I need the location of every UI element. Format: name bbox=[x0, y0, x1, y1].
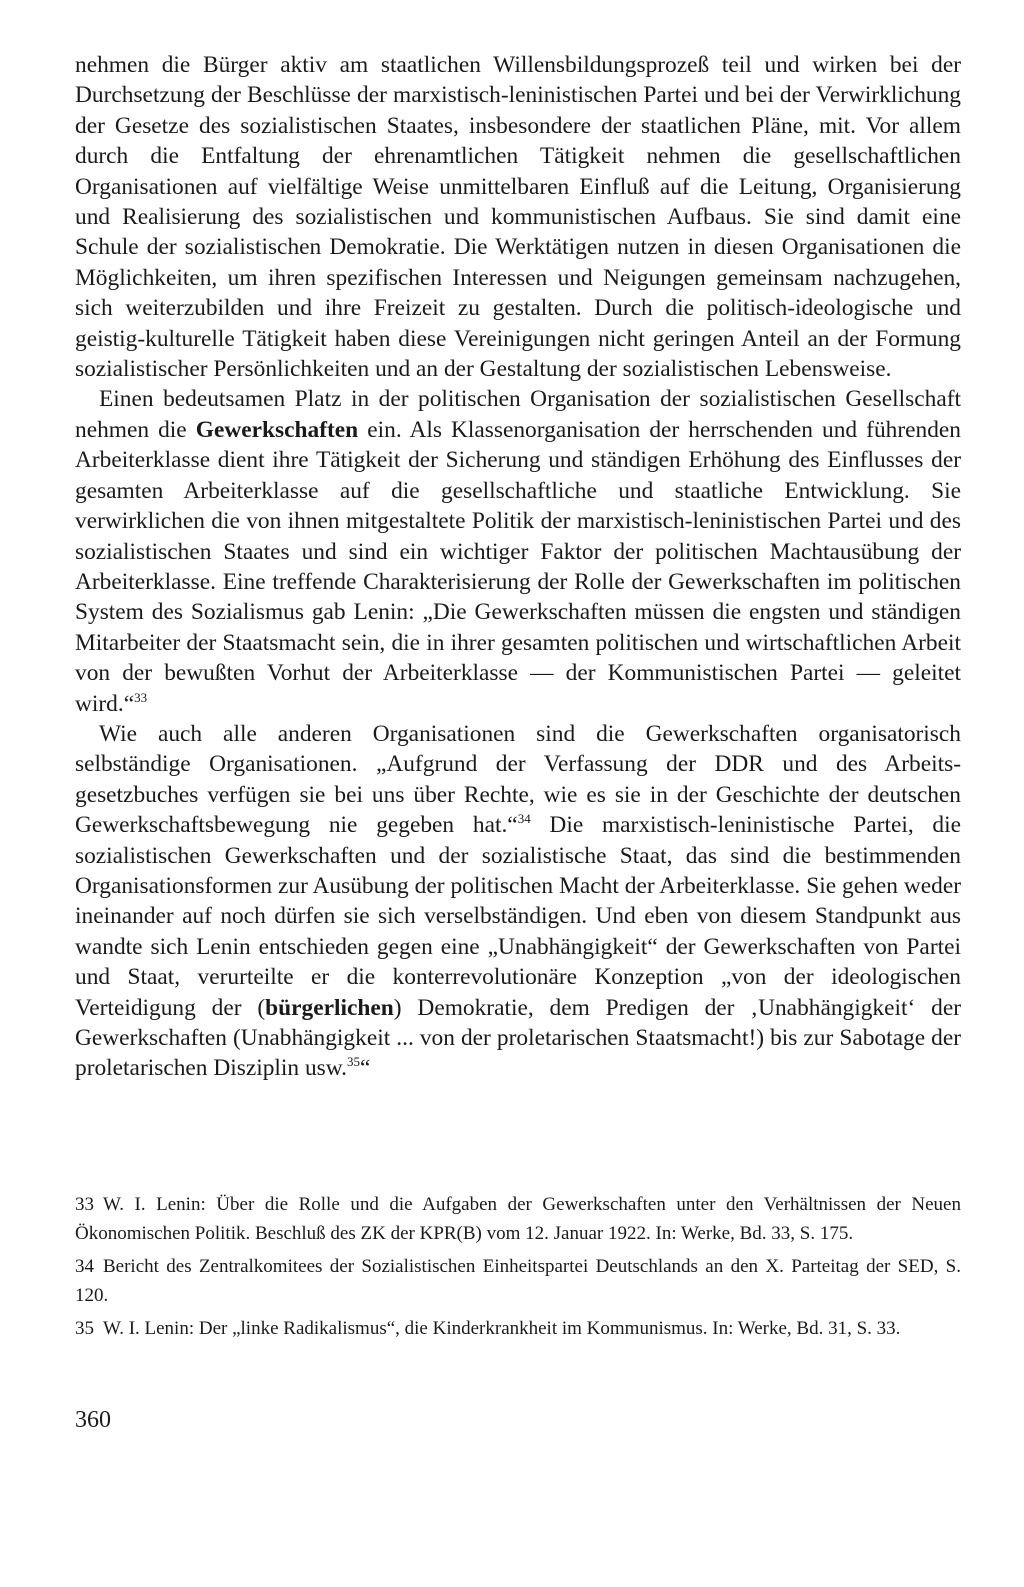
page-number: 360 bbox=[75, 1407, 111, 1433]
paragraph-3-text-c: ) Demokratie, dem Predigen der ‚Unabhängigkeit‘ der Gewerkschaften (Unabhängigkeit ... von der proletarischen Staatsmacht!) bis zur Sabotage der proletarischen Disziplin usw. bbox=[75, 994, 961, 1082]
footnote-number: 35 bbox=[75, 1318, 94, 1339]
footnote-number: 34 bbox=[75, 1256, 94, 1277]
footnote-ref-34: 34 bbox=[517, 811, 531, 827]
footnote-text: Bericht des Zentralkomitees der Sozialistischen Einheitspartei Deutschlands an den X. Parteitag der SED, S. 120. bbox=[75, 1256, 961, 1306]
paragraph-3-text-b: Die marxistisch-leninistische Partei, die sozialistischen Gewerkschaften und der sozialistische Staat, das sind die bestimmenden Organisationsformen zur Ausübung der politischen Macht der Arbeiterklasse. Sie gehen weder ineinander auf noch dürfen sie sich verselbständigen. Und eben von diesem Standpunkt aus wandte sich Lenin entschieden gegen eine „Unabhängigkeit“ der Gewerkschaften von Partei und Staat, verurteilte er die konterrevolutionäre Konzeption „von der ideologischen Verteidigung der ( bbox=[75, 812, 961, 1021]
paragraph-1: nehmen die Bürger aktiv am staatlichen Willensbildungsprozeß teil und wirken bei der Durchsetzung der Beschlüsse der marxistisch-leninistischen Partei und bei der Verwirklichung der Gesetze des sozialistischen Staates, insbesondere der staatlichen Pläne, mit. Vor allem durch die Entfaltung der ehrenamtlichen Tätigkeit nehmen die gesellschaftlichen Organisationen auf vielfältige Weise unmittelbaren Einfluß auf die Leitung, Organisierung und Realisierung des sozialistischen und kommunistischen Aufbaus. Sie sind damit eine Schule der sozialistischen Demokratie. Die Werktätigen nutzen in diesen Organisationen die Möglichkeiten, um ihren spezifischen Interessen und Neigungen gemeinsam nachzugehen, sich weiterzubilden und ihre Freizeit zu gestalten. Durch die politisch-ideologische und geistig-kulturelle Tätigkeit haben diese Vereinigungen nicht geringen Anteil an der Formung sozialistischer Persönlichkeiten und an der Gestaltung der sozialistischen Lebensweise. bbox=[75, 52, 961, 383]
main-text bbox=[75, 50, 961, 1084]
footnote-ref-35: 35 bbox=[346, 1054, 360, 1070]
footnote-ref-33: 33 bbox=[134, 689, 148, 705]
paragraph-2 bbox=[75, 384, 961, 718]
paragraph-3-text-a: Wie auch alle anderen Organisationen sind die Gewerkschaften organisatorisch selbständige Organisationen. „Aufgrund der Verfassung der DDR und des Arbeitsgesetzbuches verfügen sie bei uns über Rechte, wie es sie in der Geschichte der deutschen Gewerkschaftsbewegung nie gegeben hat.“ bbox=[75, 720, 961, 839]
footnote-35 bbox=[75, 1314, 961, 1343]
footnotes bbox=[75, 1190, 961, 1347]
footnote-33 bbox=[75, 1190, 961, 1248]
footnote-text: W. I. Lenin: Über die Rolle und die Aufgaben der Gewerkschaften unter den Verhältnissen der Neuen Ökonomischen Politik. Beschluß des ZK der KPR(B) vom 12. Januar 1922. In: Werke, Bd. 33, S. 175. bbox=[75, 1194, 961, 1244]
paragraph-3 bbox=[75, 719, 961, 1084]
footnote-text: W. I. Lenin: Der „linke Radikalismus“, die Kinderkrankheit im Kommunismus. In: Werke, Bd. 31, S. 33. bbox=[103, 1318, 901, 1339]
paragraph-3-emphasis: bürgerlichen bbox=[265, 994, 394, 1021]
paragraph-2-emphasis: Gewerkschaften bbox=[195, 416, 359, 443]
paragraph-2-text-a: Einen bedeutsamen Platz in der politischen Organisation der sozialistischen Gesellschaft nehmen die bbox=[75, 386, 961, 443]
footnote-34 bbox=[75, 1252, 961, 1310]
paragraph-2-text-b: ein. Als Klassenorganisation der herrschenden und führenden Arbeiterklasse dient ihre Tätigkeit der Sicherung und ständigen Erhöhung des Einflusses der gesamten Arbeiterklasse auf die gesellschaftliche und staatliche Entwicklung. Sie verwirklichen die von ihnen mitgestaltete Politik der marxistisch-leninistischen Partei und des sozialistischen Staates und sind ein wichtiger Faktor der politischen Machtausübung der Arbeiterklasse. Eine treffende Charakterisierung der Rolle der Gewerkschaften im politischen System des Sozialismus gab Lenin: „Die Gewerkschaften müssen die engsten und ständigen Mitarbeiter der Staatsmacht sein, die in ihrer gesamten politischen und wirtschaftlichen Arbeit von der bewußten Vorhut der Arbeiterklasse — der Kommunistischen Partei — geleitet wird.“ bbox=[75, 416, 961, 717]
footnote-number: 33 bbox=[75, 1194, 94, 1215]
paragraph-3-closing-quote: “ bbox=[359, 1055, 371, 1082]
